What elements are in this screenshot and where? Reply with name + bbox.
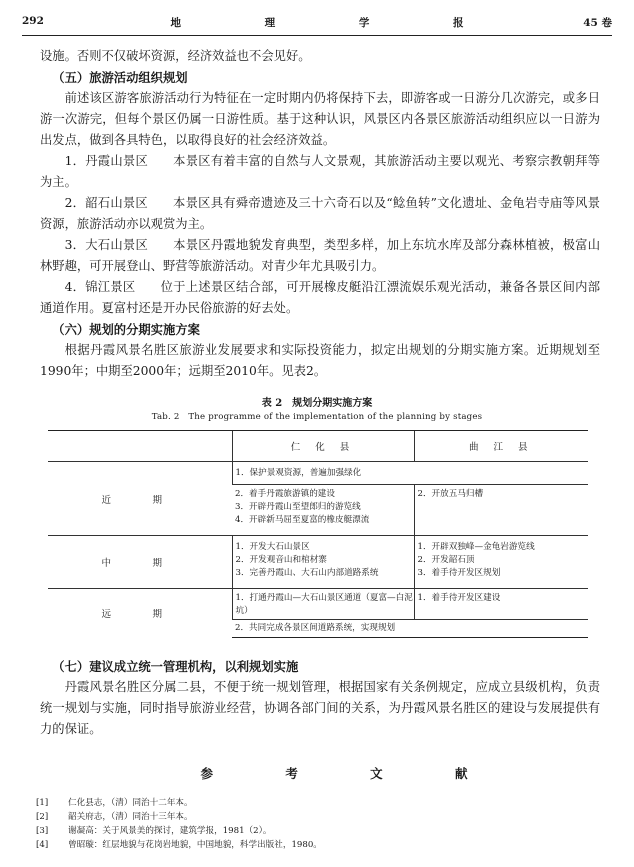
reference-index: [4] (36, 840, 49, 850)
mid-qujiang-cell (414, 536, 588, 589)
header-rule (22, 35, 612, 36)
column-header-qujiang: 曲 江 县 (414, 431, 588, 462)
mid-renhua-cell (232, 536, 414, 589)
near-renhua-item: 4．开辟新马屈至夏富的橡皮艇漂流 (235, 515, 370, 525)
far-qujiang-list (415, 589, 589, 605)
section-heading-5: （五）旅游活动组织规划 (52, 70, 188, 85)
table-corner (48, 431, 232, 462)
staging-table (48, 430, 588, 638)
far-renhua-item: 1．打通丹霞山—大石山景区通道（夏富—白泥坑） (235, 593, 413, 616)
volume-label: 45 卷 (583, 17, 612, 29)
section-heading-6: （六）规划的分期实施方案 (52, 322, 200, 337)
paragraph-activity-organization: 前述该区游客旅游活动行为特征在一定时期内仍将保持下去，即游客或一日游分几次游完，或多日游一次游完，但每个景区仍属一日游性质。基于这种认识，风景区内各景区旅游活动组织应以一日游为出发点，做到各具特色，以取得良好的社会经济效益。 (40, 91, 600, 147)
mid-qujiang-item: 3．着手待开发区规划 (417, 568, 501, 578)
mid-renhua-item: 2．开发观音山和棺材寨 (235, 555, 327, 565)
reference-text: 韶关府志，（清）同治十三年本。 (68, 812, 193, 822)
reference-text: 谢凝高：关于风景美的探讨，建筑学报，1981（2）。 (68, 826, 272, 836)
column-header-renhua: 仁 化 县 (232, 431, 414, 462)
mid-qujiang-list (415, 536, 589, 580)
far-shared-item: 2．共同完成各景区间道路系统，实现规划 (235, 623, 396, 633)
far-qujiang-item: 1．着手待开发区建设 (417, 593, 501, 603)
references-title: 参 考 文 献 (200, 766, 502, 781)
paragraph-dashi-area: 3．大石山景区 本景区丹霞地貌发育典型，类型多样，加上东坑水库及部分森林植被，极富山林野趣，可开展登山、野营等旅游活动。对青少年尤具吸引力。 (40, 238, 600, 273)
paragraph-danxia-area: 1．丹霞山景区 本景区有着丰富的自然与人文景观，其旅游活动主要以观光、考察宗教朝拜等为主。 (40, 154, 600, 189)
far-shared-cell (232, 620, 588, 638)
near-renhua-list (232, 485, 414, 527)
reference-index: [1] (36, 798, 49, 808)
near-renhua-cell (232, 485, 414, 536)
running-header (22, 15, 612, 33)
mid-qujiang-item: 1．开辟双独峰—金龟岩游览线 (417, 542, 535, 552)
stage-mid-label: 中 期 (48, 536, 232, 589)
mid-renhua-item: 3．完善丹霞山、大石山内部道路系统 (235, 568, 379, 578)
far-renhua-list (233, 589, 414, 618)
reference-index: [2] (36, 812, 49, 822)
body-text-upper (40, 46, 600, 382)
near-renhua-item: 2．着手丹霞旅游镇的建设 (235, 489, 335, 499)
reference-item (36, 824, 596, 838)
reference-item (36, 838, 596, 852)
paragraph-staging: 根据丹霞风景名胜区旅游业发展要求和实际投资能力，拟定出规划的分期实施方案。近期规划至1990年；中期至2000年；远期至2010年。见表2。 (40, 343, 600, 378)
reference-index: [3] (36, 826, 49, 836)
far-qujiang-cell (414, 589, 588, 620)
mid-renhua-list (233, 536, 414, 580)
section-heading-7: （七）建议成立统一管理机构，以利规划实施 (52, 659, 299, 674)
near-shared-item: 1．保护景观资源，普遍加强绿化 (235, 468, 362, 478)
references-list (36, 796, 596, 852)
near-qujiang-list (415, 485, 589, 501)
page-number: 292 (22, 15, 44, 27)
mid-renhua-item: 1．开发大石山景区 (235, 542, 310, 552)
body-text-lower (40, 656, 600, 740)
paragraph-continuation: 设施。否则不仅破坏资源，经济效益也不会见好。 (40, 49, 311, 63)
stage-far-label: 远 期 (48, 589, 232, 638)
near-qujiang-cell (414, 485, 588, 536)
mid-qujiang-item: 2．开发韶石顶 (417, 555, 475, 565)
paragraph-management: 丹霞风景名胜区分属二县，不便于统一规划管理，根据国家有关条例规定，应成立县级机构，负责统一规划与实施，同时指导旅游业经营，协调各部门间的关系，为丹霞风景名胜区的建设与发展提供有力的保证。 (40, 680, 600, 736)
near-shared-cell (232, 462, 588, 485)
table-caption-cn: 表 2 规划分期实施方案 (261, 398, 373, 409)
near-qujiang-item: 2．开放五马归槽 (417, 489, 484, 499)
reference-text: 曾昭璇：红层地貌与花岗岩地貌，中国地貌，科学出版社，1980。 (68, 840, 322, 850)
paragraph-jinjiang-area: 4．锦江景区 位于上述景区结合部，可开展橡皮艇沿江漂流娱乐观光活动，兼备各景区间内部通道作用。夏富村还是开办民俗旅游的好去处。 (40, 280, 600, 315)
near-renhua-item: 3．开辟丹霞山至望郎归的游览线 (235, 502, 361, 512)
reference-item (36, 810, 596, 824)
reference-item (36, 796, 596, 810)
far-renhua-cell (232, 589, 414, 620)
table-caption-en: Tab. 2 The programme of the implementation of the planning by stages (151, 412, 483, 422)
stage-near-label: 近 期 (101, 494, 178, 506)
paragraph-shaoshi-area: 2．韶石山景区 本景区具有舜帝遗迹及三十六奇石以及“鲶鱼转”文化遗址、金龟岩寺庙等风景资源，旅游活动亦以观赏为主。 (40, 196, 600, 231)
reference-text: 仁化县志，（清）同治十二年本。 (68, 798, 193, 808)
journal-title: 地 理 学 报 (170, 17, 504, 29)
